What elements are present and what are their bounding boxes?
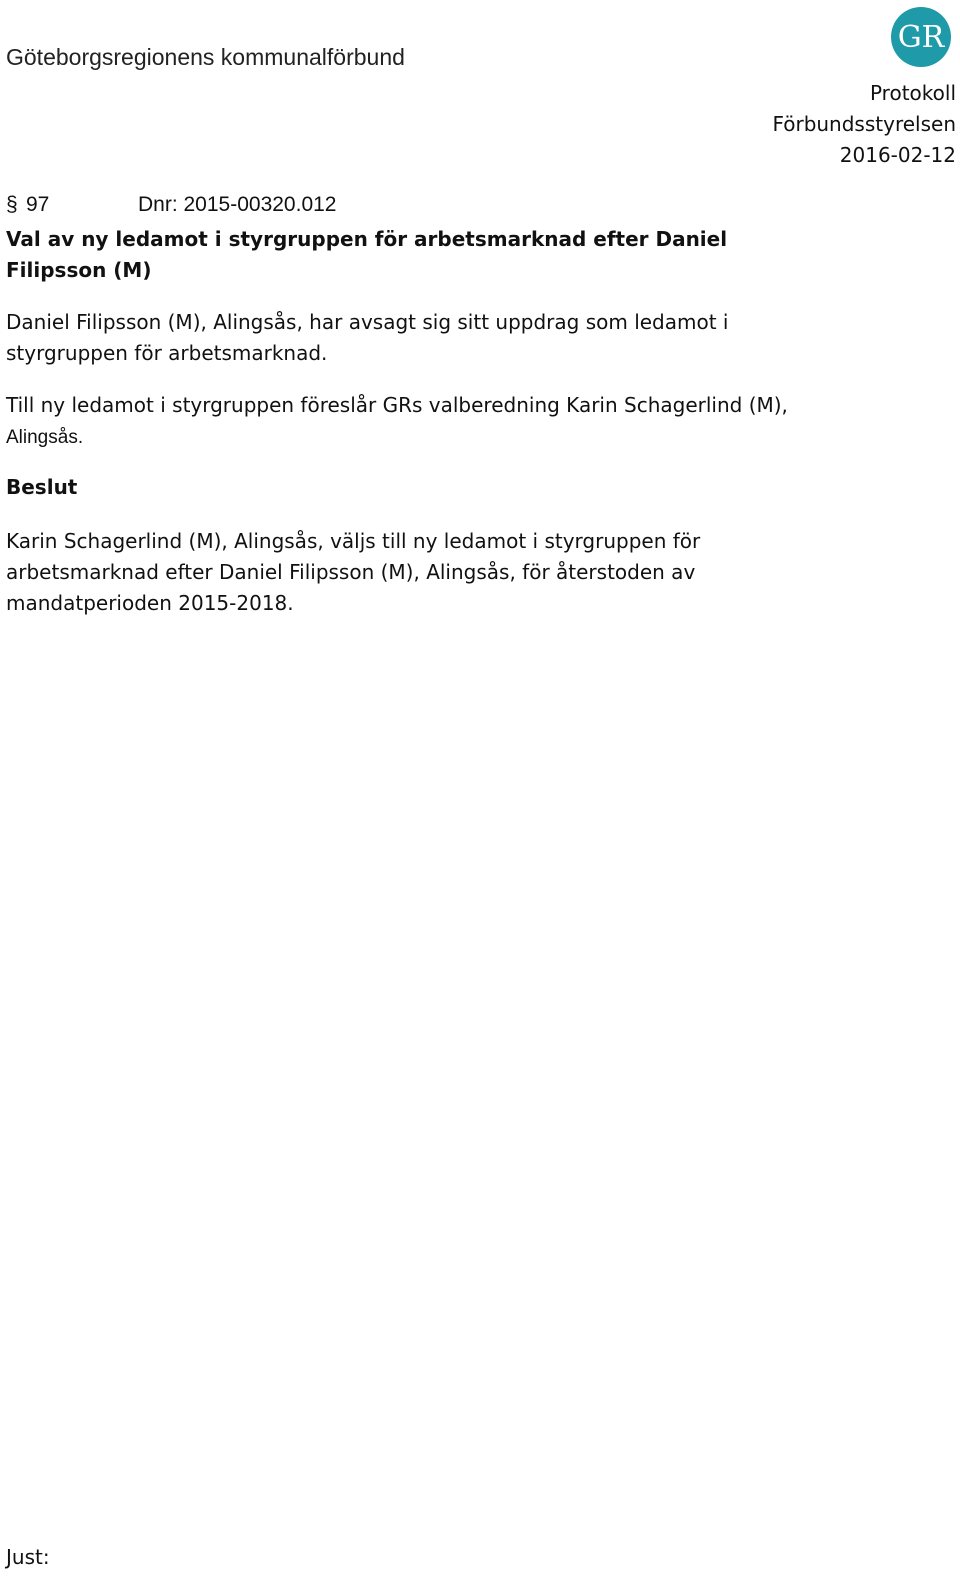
organization-name: Göteborgsregionens kommunalförbund	[6, 44, 405, 70]
resignation-text: Daniel Filipsson (M), Alingsås, har avsagt sig sitt uppdrag som ledamot i styrgruppen för arbetsmarknad.	[6, 310, 729, 365]
proposal-text-municipality: Alingsås.	[6, 427, 84, 448]
board-name: Förbundsstyrelsen	[772, 112, 956, 136]
paragraph-number: 97	[26, 193, 50, 216]
diary-number: Dnr: 2015-00320.012	[138, 193, 337, 216]
paragraph-header	[6, 193, 337, 217]
decision-text: Karin Schagerlind (M), Alingsås, väljs till ny ledamot i styrgruppen för arbetsmarknad efter Daniel Filipsson (M), Alingsås, för återstoden av mandatperioden 2015-2018.	[6, 529, 701, 615]
decision-heading: Beslut	[6, 475, 78, 499]
svg-text:GR: GR	[897, 20, 945, 55]
gr-logo	[890, 6, 952, 68]
paragraph-title: Val av ny ledamot i styrgruppen för arbetsmarknad efter Daniel Filipsson (M)	[6, 227, 728, 282]
document-date: 2016-02-12	[839, 143, 956, 167]
proposal-text-main: Till ny ledamot i styrgruppen föreslår GRs valberedning Karin Schagerlind (M),	[6, 393, 788, 417]
proposal-text	[6, 390, 796, 453]
document-meta	[772, 78, 956, 171]
document-type: Protokoll	[869, 81, 956, 105]
justification-label: Just:	[6, 1545, 50, 1569]
paragraph-sign: §	[6, 193, 18, 216]
